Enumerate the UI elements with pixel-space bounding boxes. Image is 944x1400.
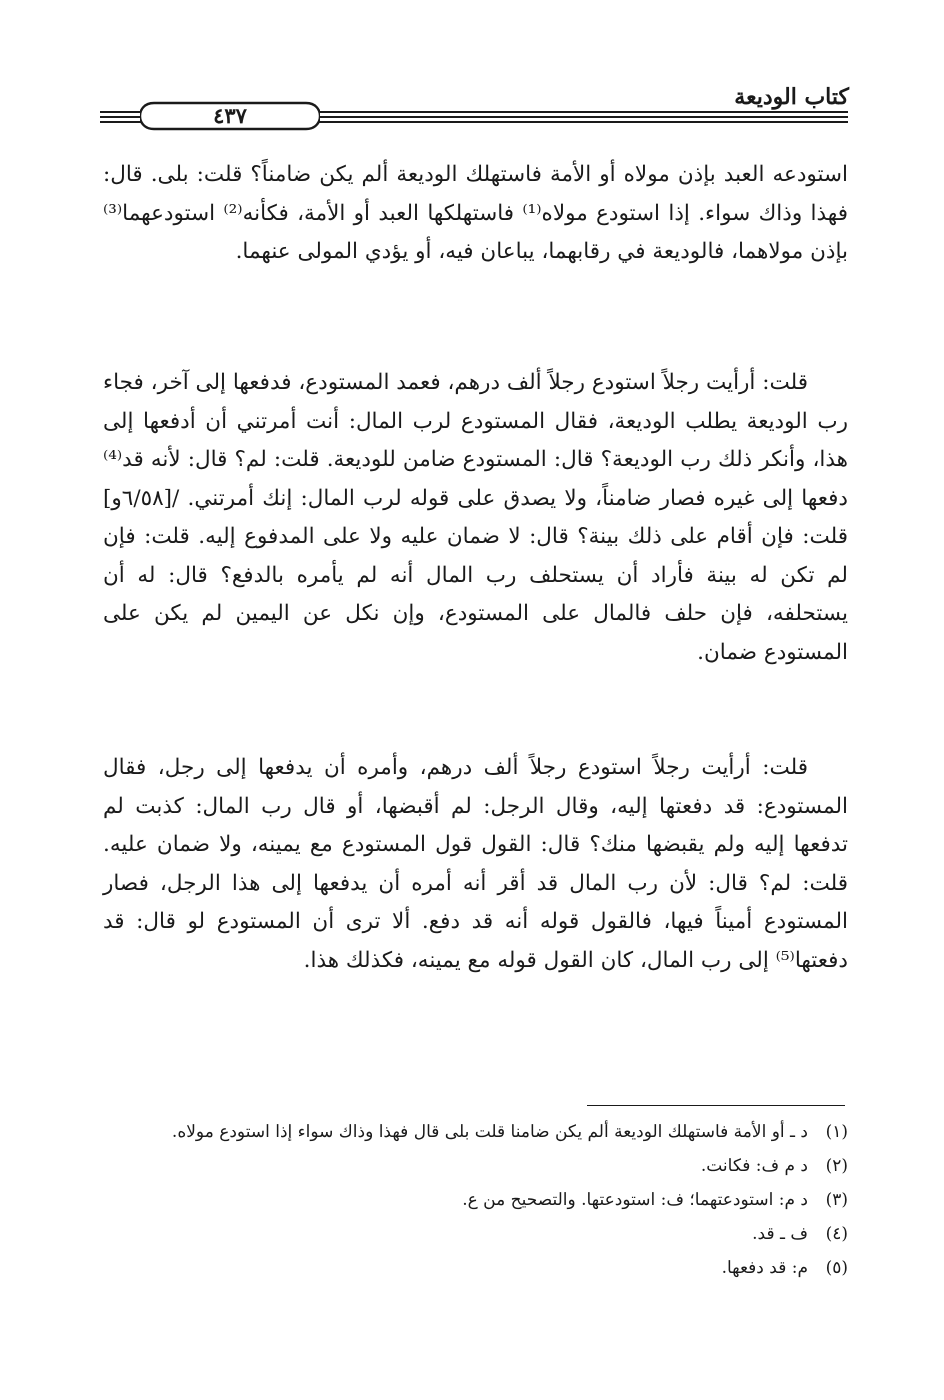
body-paragraph-1 (103, 156, 848, 272)
footnote-number: (٥) (825, 1258, 848, 1278)
footnote-text: م: قد دفعها. (721, 1258, 808, 1278)
footnote (100, 1118, 848, 1146)
footnote (100, 1186, 848, 1214)
footnote-separator (587, 1105, 845, 1106)
body-paragraph-2 (103, 364, 848, 672)
paragraph-text: قلت: أرأيت رجلاً استودع رجلاً ألف درهم، وأمره أن يدفعها إلى رجل، فقال المستودع: قد دفعتها إليه، وقال الرجل: لم أقبضها، أو قال رب المال: كذبت لم تدفعها إليه ولم يقبضها منك؟ قال: القول قول المستودع مع يمينه، ولا ضمان عليه. قلت: لم؟ قال: لأن رب المال قد أقر أنه أمره أن يدفعها إلى هذا الرجل، فصار المستودع أميناً فيها، فالقول قوله أنه قد دفع. ألا ترى أن المستودع لو قال: قد دفعتها⁽⁵⁾ إلى رب المال، كان القول قوله مع يمينه، فكذلك هذا. (103, 755, 848, 973)
footnotes (100, 1118, 848, 1288)
paragraph-text: استودعه العبد بإذن مولاه أو الأمة فاستهلك الوديعة ألم يكن ضامناً؟ قلت: بلى. قال: فهذا وذاك سواء. إذا استودع مولاه⁽¹⁾ فاستهلكها العبد أو الأمة، فكأنه⁽²⁾ استودعهما⁽³⁾ بإذن مولاهما، فالوديعة في رقابهما، يباعان فيه، أو يؤدي المولى عنهما. (103, 162, 848, 264)
running-title: كتاب الوديعة (734, 84, 849, 110)
footnote-text: د م: استودعتهما؛ ف: استودعتها. والتصحيح من ع. (462, 1190, 808, 1210)
footnote-text: ف ـ قد. (752, 1224, 808, 1244)
footnote-number: (١) (825, 1122, 848, 1142)
footnote-text: د ـ أو الأمة فاستهلك الوديعة ألم يكن ضامنا قلت بلى قال فهذا وذاك سواء إذا استودع مولاه. (171, 1122, 808, 1142)
footnote (100, 1220, 848, 1248)
paragraph-text: قلت: أرأيت رجلاً استودع رجلاً ألف درهم، فعمد المستودع، فدفعها إلى آخر، فجاء رب الوديعة يطلب الوديعة، فقال المستودع لرب المال: أنت أمرتني أن أدفعها إلى هذا، وأنكر ذلك رب الوديعة؟ قال: المستودع ضامن للوديعة. قلت: لم؟ قال: لأنه قد⁽⁴⁾ دفعها إلى غيره فصار ضامناً، ولا يصدق على قوله لرب المال: إنك أمرتني. /[٦/٥٨و] قلت: فإن أقام على ذلك بينة؟ قال: لا ضمان عليه ولا على المدفوع إليه. قلت: فإن لم تكن له بينة فأراد أن يستحلف رب المال أنه لم يأمره بالدفع؟ قال: له أن يستحلفه، فإن حلف فالمال على المستودع، وإن نكل عن اليمين لم يكن على المستودع ضمان. (103, 370, 848, 665)
footnote (100, 1254, 848, 1282)
footnote-text: د م ف: فكانت. (700, 1156, 808, 1176)
page-number: ٤٣٧ (213, 103, 247, 128)
footnote-number: (٢) (825, 1156, 848, 1176)
body-paragraph-3 (103, 749, 848, 980)
footnote-number: (٣) (825, 1190, 848, 1210)
footnote-number: (٤) (825, 1224, 848, 1244)
footnote (100, 1152, 848, 1180)
